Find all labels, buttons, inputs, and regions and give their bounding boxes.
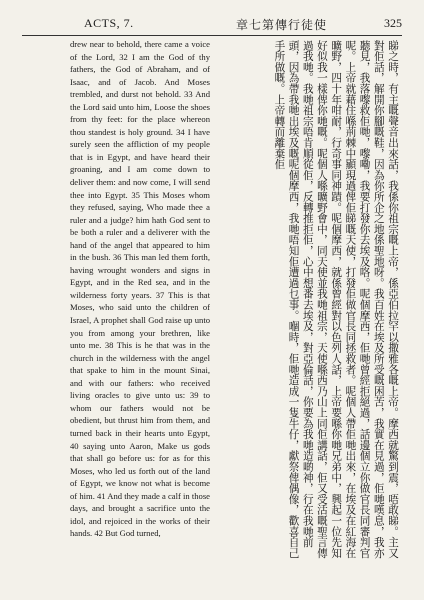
page-number: 325 <box>384 16 402 30</box>
english-text-column <box>70 38 210 578</box>
chinese-text-column <box>222 40 400 560</box>
chinese-running-title: 章七第傳行徒使 <box>236 18 328 32</box>
page-header <box>22 14 402 36</box>
chinese-verses: 睇之時，有主嘅聲音出來話，我係你祖宗嘅上帝，係亞伯拉罕以撒雅各嘅上帝。摩西就驚到震，唔敢睇。主又對佢話，解開你腳嘅鞋，因為你所企之地係聖地呀。我百姓在埃及所受嘅困苦，我實在見過，佢哋嘆息，我亦聽見，我落嚟救佢哋，嚟嘞，我要打發你去埃及咯。呢個摩西，佢哋曾經拒絕過，話邊個立你做官長同審判官呢。上帝就藉住喺荊棘中顯現過俾佢睇嘅天使，打發佢做官長同拯救者。呢個人帶佢哋出來，在埃及在紅海在曠野，四十年咁耐，行奇事同神蹟。呢個摩西，就係曾經對以色列人話，上帝要喺你哋兄弟中，興起一位先知好似我一樣俾你哋嘅。呢個人喺曠野會中，同天使並我哋祖宗，天使喺西乃山上同佢講話，佢又受活嘅聖言傳過我哋。我哋祖宗唔肯順從佢，反轉推拒佢，心中想番去埃及，對亞倫話，你要為我哋造啲神，行在我哋前頭，因為帶我哋出埃及嘅呢個摩西，我哋唔知佢遭過乜事。嗰時，佢哋造成一隻牛仔，獻祭俾偶像，歡喜自己手所做嘅。上帝轉而離棄佢 <box>273 40 399 559</box>
header-divider <box>22 35 402 36</box>
english-verses: drew near to behold, there came a voice of the Lord, 32 I am the God of thy fathers, the God of Abraham, and of Isaac, and of Jacob. And Moses trembled, and durst not behold. 33 And the Lord said unto him, Loose the shoes from thy feet: for the place whereon thou standest is holy ground. 34 I have surely seen the affliction of my people that is in Egypt, and have heard their groaning, and I am come down to deliver them: and now come, I will send thee into Egypt. 35 This Moses whom they refused, saying, Who made thee a ruler and a judge? him hath God sent to be both a ruler and a deliverer with the hand of the angel that appeared to him in the bush. 36 This man led them forth, having wrought wonders and signs in Egypt, and in the Red sea, and in the wilderness forty years. 37 This is that Moses, who said unto the children of Israel, A prophet shall God raise up unto you from among your brethren, like unto me. 38 This is he that was in the church in the wilderness with the angel that spake to him in the mount Sinai, and with our fathers: who received living oracles to give unto us: 39 to whom our fathers would not be obedient, but thrust him from them, and turned back in their hearts unto Egypt, 40 saying unto Aaron, Make us gods that shall go before us: for as for this Moses, who led us forth out of the land of Egypt, we know not what is become of him. 41 And they made a calf in those days, and brought a sacrifice unto the idol, and rejoiced in the works of their hands. 42 But God turned, <box>70 39 210 539</box>
chapter-reference: ACTS, 7. <box>84 16 134 30</box>
